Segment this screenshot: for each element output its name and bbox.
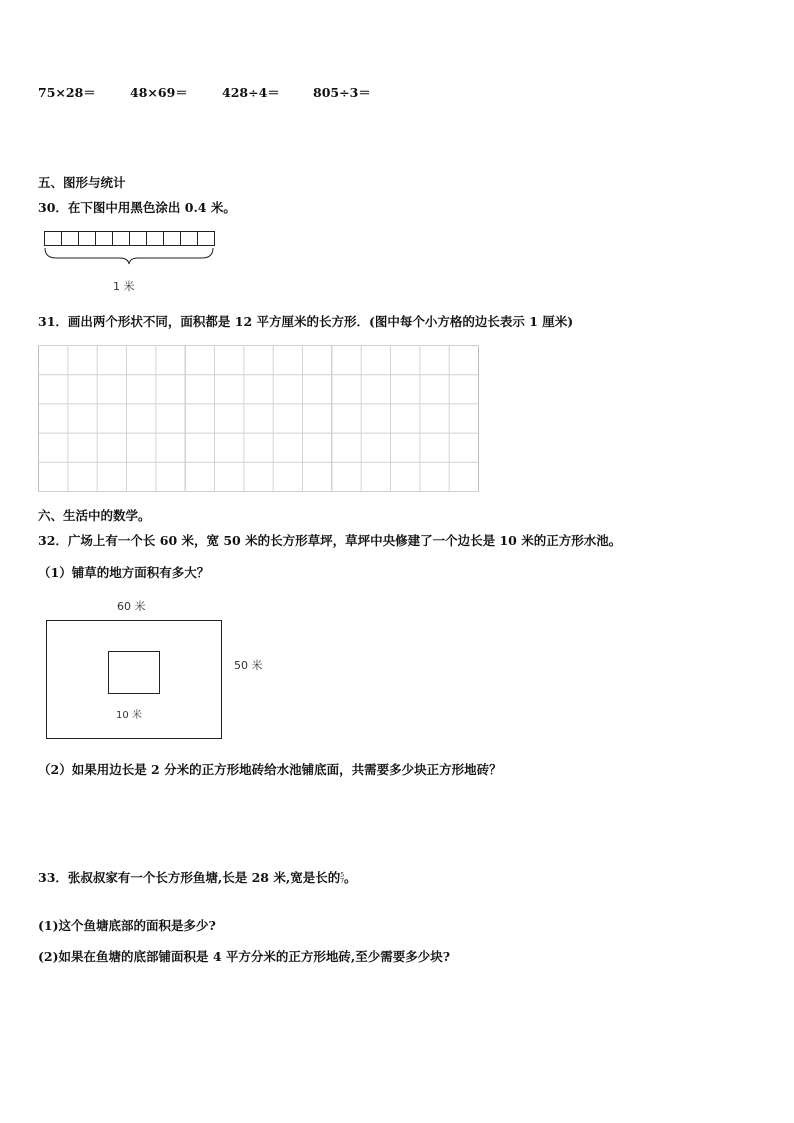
question-33-text: 33．张叔叔家有一个长方形鱼塘,长是 28 米,宽是长的	[38, 870, 341, 885]
question-33-part-1: (1)这个鱼塘底部的面积是多少?	[38, 918, 216, 933]
question-33-end: 。	[344, 870, 357, 885]
fraction-numerator: 5	[340, 871, 345, 879]
bar-segment	[147, 232, 164, 246]
question-32-part-2: （2）如果用边长是 2 分米的正方形地砖给水池铺底面，共需要多少块正方形地砖？	[38, 762, 502, 777]
lawn-diagram	[46, 620, 222, 739]
question-32: 32．广场上有一个长 60 米，宽 50 米的长方形草坪，草坪中央修建了一个边长是 10 米的正方形水池。	[38, 533, 622, 548]
section-heading-6: 六、生活中的数学。	[38, 508, 151, 523]
brace-icon	[45, 248, 213, 264]
arithmetic-item-3: 428÷4＝	[222, 85, 280, 100]
brace-label: 1 米	[113, 280, 135, 293]
question-33	[38, 868, 357, 886]
arithmetic-item-4: 805÷3＝	[313, 85, 371, 100]
arithmetic-item-1: 75×28＝	[38, 85, 96, 100]
bar-segment	[79, 232, 96, 246]
bar-segment	[130, 232, 147, 246]
bar-segment	[198, 232, 215, 246]
bar-segment	[113, 232, 130, 246]
arithmetic-item-2: 48×69＝	[130, 85, 188, 100]
bar-segment	[45, 232, 62, 246]
segment-bar	[44, 231, 216, 265]
question-32-part-1: （1）铺草的地方面积有多大？	[38, 565, 210, 580]
bar-segment	[164, 232, 181, 246]
bar-segment	[181, 232, 198, 246]
question-33-part-2: (2)如果在鱼塘的底部铺面积是 4 平方分米的正方形地砖,至少需要多少块?	[38, 949, 451, 964]
fraction-denominator: 7	[340, 877, 345, 885]
lawn-width-label: 50 米	[234, 659, 263, 672]
pool-square	[109, 652, 160, 694]
bar-segment	[62, 232, 79, 246]
lawn-length-label: 60 米	[117, 600, 146, 613]
question-31: 31．画出两个形状不同，面积都是 12 平方厘米的长方形．(图中每个小方格的边长表示 1 厘米)	[38, 314, 574, 329]
question-30: 30．在下图中用黑色涂出 0.4 米。	[38, 200, 236, 215]
pool-side-label: 10 米	[116, 710, 142, 721]
section-heading-5: 五、图形与统计	[38, 175, 126, 190]
square-grid	[38, 345, 480, 493]
bar-segment	[96, 232, 113, 246]
